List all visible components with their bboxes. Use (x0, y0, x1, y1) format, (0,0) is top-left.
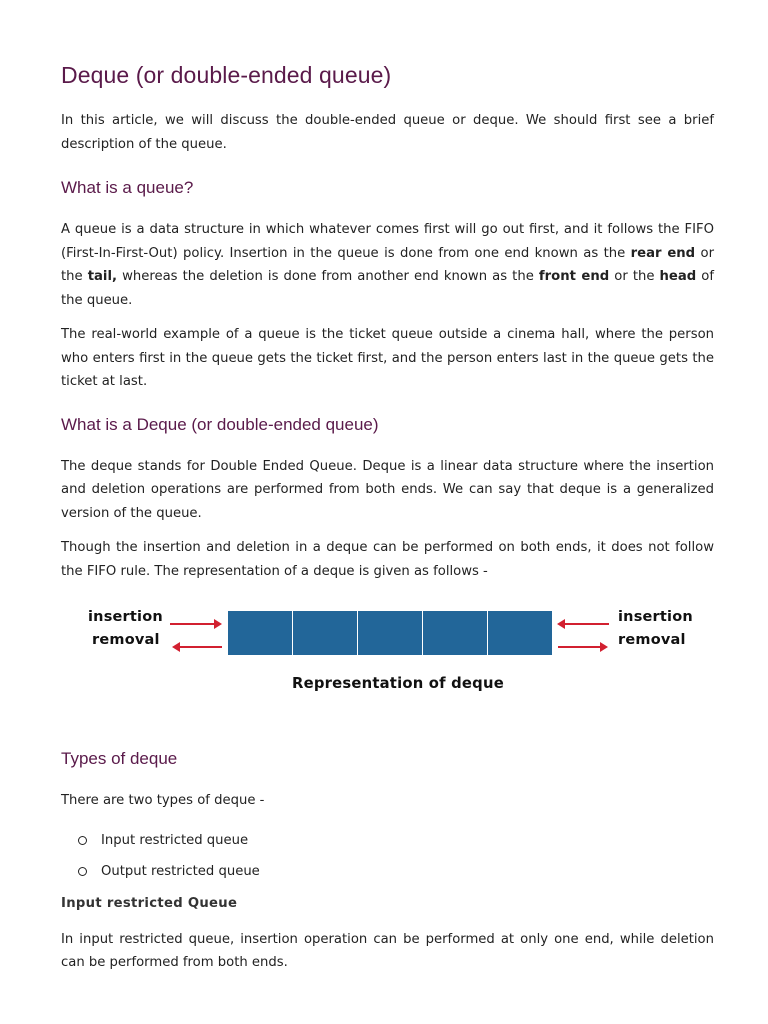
types-list (61, 825, 714, 887)
term-rear-end: rear end (630, 245, 696, 261)
deque-cell (293, 611, 358, 655)
label-right-removal: removal (618, 632, 686, 648)
arrow-left-removal (174, 646, 222, 648)
deque-definition-paragraph: The deque stands for Double Ended Queue. Deque is a linear data structure where the insertion and deletion operations are performed from both ends. We can say that deque is a generalized version of the queue. (61, 458, 714, 521)
section-heading-queue: What is a queue? (61, 178, 194, 197)
label-left-removal: removal (92, 632, 160, 648)
intro-paragraph: In this article, we will discuss the double-ended queue or deque. We should first see a brief description of the queue. (61, 113, 714, 152)
subheading-input-restricted: Input restricted Queue (61, 895, 238, 911)
deque-rule-paragraph: Though the insertion and deletion in a deque can be performed on both ends, it does not follow the FIFO rule. The representation of a deque is given as follows - (61, 540, 714, 579)
queue-example-paragraph: The real-world example of a queue is the ticket queue outside a cinema hall, where the person who enters first in the queue gets the ticket first, and the person enters last in the queue gets the ticket at last. (61, 327, 714, 389)
label-left-insertion: insertion (88, 609, 163, 625)
bullet-icon (78, 867, 87, 876)
types-intro-paragraph: There are two types of deque - (61, 793, 265, 808)
arrow-right-removal (558, 646, 606, 648)
arrow-right-insertion (559, 623, 609, 625)
label-right-insertion: insertion (618, 609, 693, 625)
list-item: Output restricted queue (76, 856, 714, 887)
list-item: Input restricted queue (76, 825, 714, 856)
diagram-caption: Representation of deque (292, 675, 504, 692)
arrow-left-insertion (170, 623, 220, 625)
section-heading-deque: What is a Deque (or double-ended queue) (61, 414, 379, 434)
deque-cell (423, 611, 488, 655)
queue-definition-paragraph: A queue is a data structure in which whatever comes first will go out first, and it follows the FIFO (First-In-First-Out) policy. Insertion in the queue is done from one end known as the rear end or the tail, whereas the deletion is done from another end known as the front end or the head of the queue. (61, 222, 715, 308)
deque-cell (228, 611, 293, 655)
term-front-end: front end (538, 269, 610, 284)
input-restricted-paragraph: In input restricted queue, insertion operation can be performed at only one end, while deletion can be performed from both ends. (61, 931, 714, 970)
deque-cell (358, 611, 423, 655)
section-heading-types: Types of deque (61, 749, 178, 768)
page-title: Deque (or double-ended queue) (61, 62, 392, 88)
deque-cells (228, 611, 552, 655)
deque-cell (488, 611, 552, 655)
bullet-icon (78, 836, 87, 845)
deque-diagram (0, 611, 768, 713)
term-head: head (659, 269, 697, 284)
term-tail: tail, (87, 269, 117, 284)
